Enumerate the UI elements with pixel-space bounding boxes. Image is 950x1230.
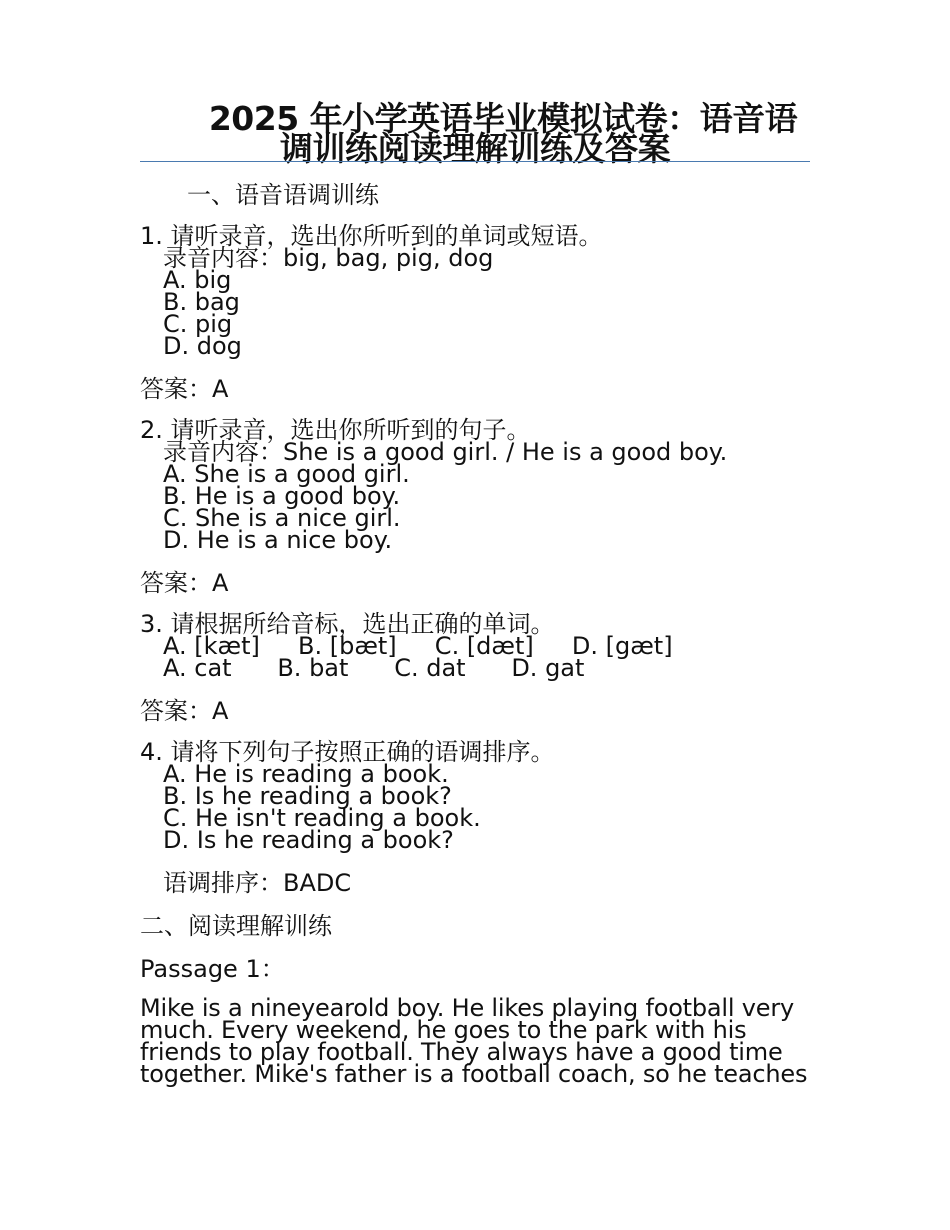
question-1 bbox=[140, 222, 820, 360]
question-1-stem: 1. 请听录音，选出你所听到的单词或短语。 bbox=[140, 222, 603, 250]
question-1-option-d: D. dog bbox=[163, 332, 242, 360]
question-3-options: A. cat B. bat C. dat D. gat bbox=[163, 654, 585, 682]
passage-line: friends to play football. They always have a good time bbox=[140, 1038, 783, 1066]
question-3 bbox=[140, 610, 820, 682]
question-4-sentence-b: B. Is he reading a book? bbox=[163, 782, 452, 810]
question-2-answer: 答案：A bbox=[140, 569, 229, 597]
passage-line: together. Mike's father is a football coach, so he teaches bbox=[140, 1060, 808, 1088]
question-2 bbox=[140, 416, 820, 554]
question-4-sentence-c: C. He isn't reading a book. bbox=[163, 804, 481, 832]
section-2-heading: 二、阅读理解训练 bbox=[140, 912, 332, 940]
passage-1-label: Passage 1： bbox=[140, 955, 285, 983]
question-2-option-a: A. She is a good girl. bbox=[163, 460, 410, 488]
question-4-sentence-a: A. He is reading a book. bbox=[163, 760, 449, 788]
document-title bbox=[140, 99, 810, 168]
question-4-order-answer: 语调排序：BADC bbox=[163, 869, 352, 897]
question-2-stem: 2. 请听录音，选出你所听到的句子。 bbox=[140, 416, 531, 444]
question-1-option-b: B. bag bbox=[163, 288, 240, 316]
question-3-stem: 3. 请根据所给音标，选出正确的单词。 bbox=[140, 610, 555, 638]
question-1-option-c: C. pig bbox=[163, 310, 233, 338]
question-2-recording: 录音内容：She is a good girl. / He is a good boy. bbox=[163, 438, 728, 466]
title-underline bbox=[140, 161, 810, 162]
passage-line: Mike is a nineyearold boy. He likes playing football very bbox=[140, 994, 795, 1022]
passage-1-text bbox=[140, 994, 820, 1088]
passage-line: much. Every weekend, he goes to the park with his bbox=[140, 1016, 747, 1044]
question-1-option-a: A. big bbox=[163, 266, 232, 294]
title-line-2: 调训练阅读理解训练及答案 bbox=[280, 129, 670, 168]
question-2-option-b: B. He is a good boy. bbox=[163, 482, 401, 510]
title-line-1: 2025 年小学英语毕业模拟试卷：语音语 bbox=[208, 99, 798, 138]
question-1-answer: 答案：A bbox=[140, 375, 229, 403]
question-4 bbox=[140, 738, 820, 854]
document-body bbox=[140, 180, 820, 1088]
question-2-option-d: D. He is a nice boy. bbox=[163, 526, 393, 554]
question-4-sentence-d: D. Is he reading a book? bbox=[163, 826, 454, 854]
section-1-heading: 一、语音语调训练 bbox=[187, 181, 379, 209]
question-3-phonetics: A. [kæt] B. [bæt] C. [dæt] D. [gæt] bbox=[163, 632, 673, 660]
question-4-stem: 4. 请将下列句子按照正确的语调排序。 bbox=[140, 738, 555, 766]
question-1-recording: 录音内容：big, bag, pig, dog bbox=[163, 244, 494, 272]
question-2-option-c: C. She is a nice girl. bbox=[163, 504, 401, 532]
question-3-answer: 答案：A bbox=[140, 697, 229, 725]
